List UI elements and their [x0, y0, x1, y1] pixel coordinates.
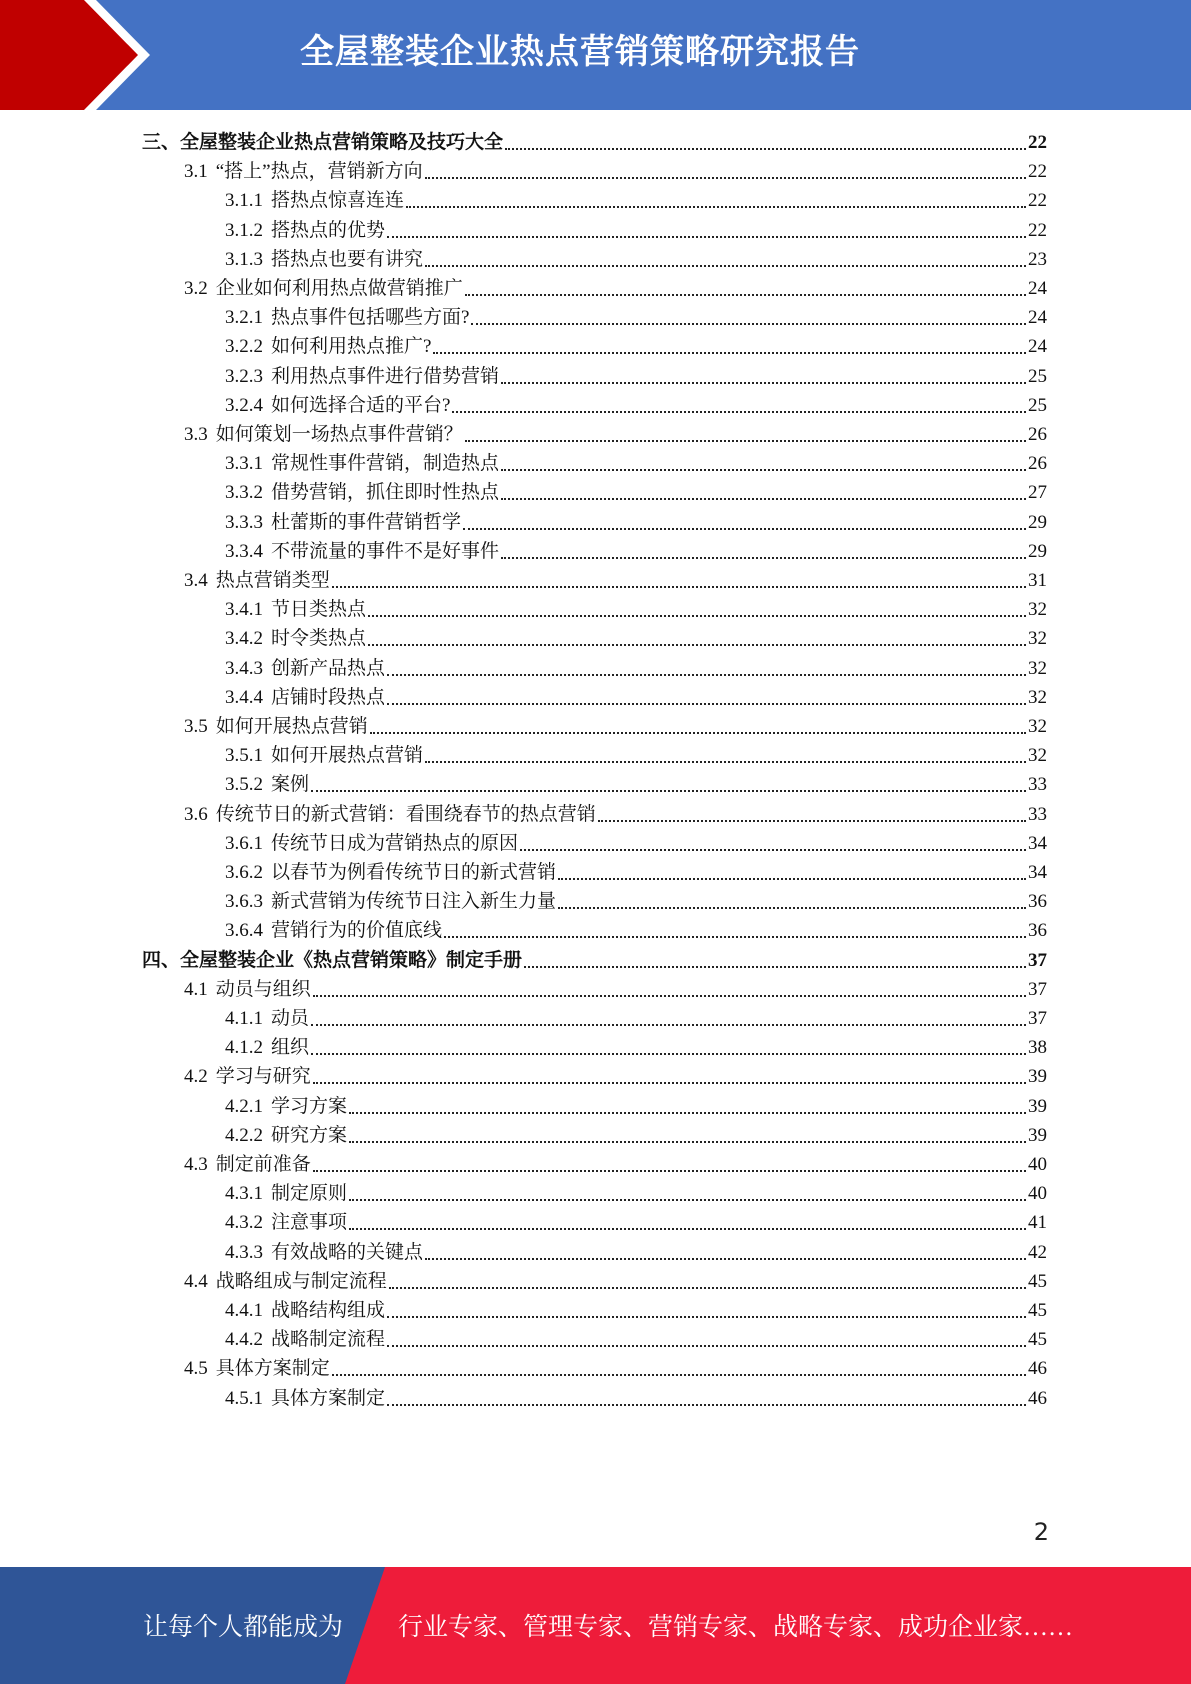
- toc-dot-leader: [425, 761, 1026, 763]
- toc-entry-label: [225, 682, 385, 713]
- toc-entry-label: [225, 477, 499, 508]
- toc-dot-leader: [387, 1404, 1026, 1406]
- toc-entry-page: 40: [1028, 1183, 1047, 1205]
- toc-entry[interactable]: [184, 1353, 1047, 1384]
- toc-dot-leader: [465, 294, 1026, 296]
- toc-entry-number: 3.4: [184, 570, 208, 591]
- toc-entry-label: [225, 769, 309, 800]
- toc-entry-label: [225, 1003, 309, 1034]
- toc-entry-page: 33: [1028, 774, 1047, 796]
- toc-dot-leader: [501, 382, 1026, 384]
- toc-entry-page: 36: [1028, 891, 1047, 913]
- toc-entry-number: 4.1.2: [225, 1037, 263, 1059]
- toc-entry-number: 4.1: [184, 978, 208, 1000]
- toc-entry-title: 具体方案制定: [215, 1358, 330, 1380]
- toc-dot-leader: [425, 1258, 1026, 1260]
- footer-slogan-left: 让每个人都能成为: [143, 1614, 344, 1641]
- toc-entry-title: 常规性事件营销，制造热点: [271, 453, 500, 475]
- toc-entry-page: 25: [1028, 394, 1047, 416]
- toc-dot-leader: [387, 703, 1026, 705]
- toc-entry-page: 45: [1028, 1300, 1047, 1321]
- toc-dot-leader: [349, 1141, 1026, 1143]
- toc-entry-page: 46: [1028, 1358, 1047, 1380]
- toc-entry-label: [225, 1120, 347, 1151]
- toc-entry-title: 制定前准备: [215, 1154, 311, 1175]
- toc-entry[interactable]: [184, 273, 1047, 304]
- toc-entry-page: 32: [1028, 686, 1047, 708]
- toc-entry-page: 45: [1028, 1329, 1047, 1351]
- toc-entry[interactable]: [225, 1120, 1047, 1151]
- toc-dot-leader: [463, 528, 1026, 530]
- toc-entry-label: [184, 156, 423, 187]
- toc-entry-page: 26: [1028, 453, 1047, 475]
- toc-entry-title: 制定原则: [271, 1183, 348, 1205]
- toc-entry-title: 学习方案: [271, 1095, 348, 1117]
- toc-entry-number: 3.6.4: [225, 920, 263, 942]
- toc-dot-leader: [501, 469, 1026, 471]
- toc-entry-title: 注意事项: [271, 1212, 348, 1234]
- toc-entry-title: 研究方案: [271, 1124, 348, 1146]
- toc-entry[interactable]: [184, 711, 1047, 742]
- toc-entry-title: 如何利用热点推广?: [271, 336, 432, 358]
- toc-entry-number: 4.3.2: [225, 1212, 263, 1234]
- toc-entry-number: 4.5.1: [225, 1387, 263, 1409]
- toc-entry[interactable]: [225, 1383, 1047, 1414]
- toc-entry-title: 店铺时段热点: [271, 686, 386, 708]
- toc-entry-title: 搭热点的优势: [271, 219, 386, 241]
- toc-entry-number: 4.2: [184, 1066, 208, 1088]
- toc-entry-number: 3.6.3: [225, 891, 263, 913]
- toc-entry-label: [225, 244, 423, 275]
- toc-entry-title: 三、全屋整装企业热点营销策略及技巧大全: [142, 132, 504, 153]
- toc-entry-title: 企业如何利用热点做营销推广: [215, 278, 463, 299]
- toc-dot-leader: [406, 206, 1026, 208]
- toc-entry-page: 24: [1028, 307, 1047, 329]
- toc-entry[interactable]: [225, 1178, 1047, 1209]
- toc-entry-label: [184, 565, 330, 596]
- toc-entry-page: 39: [1028, 1124, 1047, 1146]
- toc-dot-leader: [387, 1345, 1026, 1347]
- toc-entry[interactable]: [225, 1003, 1047, 1034]
- toc-entry-title: 杜蕾斯的事件营销哲学: [271, 511, 462, 533]
- toc-entry-title: 借势营销，抓住即时性热点: [271, 482, 500, 504]
- toc-entry-page: 39: [1028, 1066, 1047, 1088]
- toc-entry-label: [184, 1061, 311, 1092]
- toc-entry-page: 24: [1028, 336, 1047, 358]
- toc-entry-page: 37: [1028, 1008, 1047, 1029]
- toc-entry[interactable]: [225, 1207, 1047, 1238]
- toc-entry-page: 41: [1028, 1212, 1047, 1234]
- toc-entry-page: 45: [1028, 1270, 1047, 1292]
- toc-dot-leader: [387, 674, 1026, 676]
- toc-entry-page: 23: [1028, 248, 1047, 270]
- toc-entry-label: [225, 623, 366, 654]
- toc-entry-page: 22: [1028, 161, 1047, 183]
- toc-entry-title: 利用热点事件进行借势营销: [271, 365, 500, 387]
- toc-entry[interactable]: [225, 185, 1047, 216]
- toc-entry-title: 案例: [271, 774, 310, 796]
- toc-entry-label: [225, 536, 499, 567]
- page-footer: [0, 1567, 1191, 1684]
- toc-dot-leader: [368, 644, 1026, 646]
- toc-entry-number: 3.3.4: [225, 540, 263, 562]
- toc-entry-title: 如何选择合适的平台?: [271, 394, 451, 416]
- toc-entry[interactable]: [225, 682, 1047, 713]
- toc-entry-label: [225, 1032, 309, 1063]
- toc-entry-number: 3.5.1: [225, 745, 263, 767]
- toc-entry-page: 32: [1028, 628, 1047, 650]
- toc-entry-number: 3.2.2: [225, 336, 263, 358]
- toc-dot-leader: [433, 352, 1026, 354]
- page-header: [0, 0, 1191, 110]
- toc-entry-title: 以春节为例看传统节日的新式营销: [271, 862, 557, 883]
- toc-dot-leader: [425, 177, 1026, 179]
- toc-entry[interactable]: [225, 448, 1047, 479]
- toc-entry-title: 组织: [271, 1037, 310, 1059]
- toc-entry-number: 4.3: [184, 1154, 208, 1175]
- toc-entry-page: 22: [1028, 219, 1047, 241]
- toc-entry-label: [184, 1353, 330, 1384]
- toc-entry-label: [142, 127, 503, 158]
- toc-entry-label: [184, 1266, 387, 1297]
- toc-entry-page: 37: [1028, 978, 1047, 1000]
- toc-entry-label: [142, 945, 522, 976]
- report-title: 全屋整装企业热点营销策略研究报告: [300, 32, 860, 72]
- toc-entry-title: 营销行为的价值底线: [271, 920, 443, 942]
- toc-entry-number: 3.1: [184, 161, 208, 183]
- toc-entry-number: 4.4: [184, 1270, 208, 1292]
- toc-entry-title: 传统节日的新式营销：看围绕春节的热点营销: [215, 803, 596, 825]
- toc-entry-number: 4.2.1: [225, 1095, 263, 1117]
- toc-entry-title: 搭热点也要有讲究: [271, 248, 424, 270]
- toc-entry-label: [225, 886, 556, 917]
- toc-entry-label: [184, 974, 311, 1005]
- toc-dot-leader: [425, 265, 1026, 267]
- toc-entry[interactable]: [225, 828, 1047, 859]
- toc-entry-page: 38: [1028, 1037, 1047, 1059]
- toc-entry-label: [225, 828, 518, 859]
- toc-entry-title: 有效战略的关键点: [271, 1241, 424, 1263]
- toc-entry-number: 3.1.2: [225, 219, 263, 241]
- toc-entry-label: [225, 1237, 423, 1268]
- toc-dot-leader: [313, 1082, 1026, 1084]
- toc-dot-leader: [349, 1228, 1026, 1230]
- toc-entry-page: 40: [1028, 1154, 1047, 1175]
- toc-entry-number: 3.5: [184, 716, 208, 737]
- toc-entry[interactable]: [184, 565, 1047, 596]
- toc-entry[interactable]: [225, 623, 1047, 654]
- toc-dot-leader: [313, 1170, 1026, 1172]
- toc-entry[interactable]: [142, 945, 1047, 976]
- toc-entry[interactable]: [225, 886, 1047, 917]
- toc-entry-page: 24: [1028, 278, 1047, 299]
- toc-entry[interactable]: [225, 769, 1047, 800]
- toc-entry[interactable]: [225, 477, 1047, 508]
- toc-entry[interactable]: [184, 1061, 1047, 1092]
- toc-dot-leader: [311, 790, 1026, 792]
- toc-entry[interactable]: [184, 419, 1047, 450]
- chevron-red-shape: [0, 0, 150, 110]
- toc-entry[interactable]: [184, 1266, 1047, 1297]
- toc-entry-number: 3.4.3: [225, 657, 263, 679]
- toc-entry[interactable]: [142, 127, 1047, 158]
- toc-entry-title: 动员: [271, 1008, 310, 1029]
- toc-entry-title: 动员与组织: [215, 978, 311, 1000]
- toc-entry-label: [225, 390, 450, 421]
- toc-dot-leader: [349, 1199, 1026, 1201]
- toc-entry-number: 3.6: [184, 803, 208, 825]
- toc-entry[interactable]: [225, 302, 1047, 333]
- toc-entry-number: 3.2.3: [225, 365, 263, 387]
- toc-entry-page: 22: [1028, 190, 1047, 212]
- toc-entry-label: [225, 361, 499, 392]
- toc-entry-number: 3.2.4: [225, 394, 263, 416]
- toc-dot-leader: [370, 732, 1026, 734]
- toc-entry[interactable]: [225, 536, 1047, 567]
- toc-entry[interactable]: [225, 331, 1047, 362]
- toc-entry-label: [184, 1149, 311, 1180]
- toc-entry-number: 4.2.2: [225, 1124, 263, 1146]
- toc-entry-page: 37: [1028, 949, 1047, 971]
- toc-entry-label: [225, 185, 404, 216]
- toc-entry-number: 3.4.2: [225, 628, 263, 650]
- toc-entry-number: 3.4.4: [225, 686, 263, 708]
- toc-entry-number: 3.3.1: [225, 453, 263, 475]
- toc-entry-label: [225, 915, 442, 946]
- toc-dot-leader: [501, 557, 1026, 559]
- toc-dot-leader: [558, 907, 1026, 909]
- toc-entry-label: [225, 1178, 347, 1209]
- toc-entry-page: 32: [1028, 745, 1047, 767]
- toc-dot-leader: [332, 586, 1026, 588]
- toc-entry-label: [225, 215, 385, 246]
- toc-dot-leader: [558, 878, 1026, 880]
- toc-entry-title: 热点营销类型: [215, 570, 330, 591]
- toc-dot-leader: [505, 148, 1026, 150]
- toc-entry-label: [225, 507, 461, 538]
- toc-entry-number: 3.5.2: [225, 774, 263, 796]
- toc-entry[interactable]: [225, 244, 1047, 275]
- toc-dot-leader: [332, 1374, 1026, 1376]
- toc-entry-label: [225, 1091, 347, 1122]
- toc-entry[interactable]: [225, 653, 1047, 684]
- toc-entry-number: 3.6.1: [225, 832, 263, 854]
- toc-entry[interactable]: [225, 740, 1047, 771]
- toc-entry-label: [225, 302, 469, 333]
- toc-entry[interactable]: [225, 1237, 1047, 1268]
- toc-entry-label: [225, 331, 431, 362]
- toc-entry-title: 节日类热点: [271, 599, 367, 621]
- toc-dot-leader: [349, 1112, 1026, 1114]
- toc-dot-leader: [313, 995, 1026, 997]
- toc-entry-number: 4.4.1: [225, 1300, 263, 1321]
- toc-dot-leader: [387, 236, 1026, 238]
- toc-entry[interactable]: [225, 857, 1047, 888]
- toc-entry-title: “搭上”热点，营销新方向: [215, 161, 423, 183]
- toc-entry[interactable]: [184, 156, 1047, 187]
- toc-entry-page: 22: [1028, 132, 1047, 153]
- toc-entry-number: 3.6.2: [225, 862, 263, 883]
- toc-entry[interactable]: [225, 594, 1047, 625]
- toc-entry-label: [225, 1295, 385, 1326]
- toc-dot-leader: [471, 323, 1026, 325]
- toc-entry-page: 33: [1028, 803, 1047, 825]
- toc-entry-title: 创新产品热点: [271, 657, 386, 679]
- page-number: 2: [1033, 1518, 1049, 1546]
- toc-dot-leader: [452, 411, 1026, 413]
- toc-entry[interactable]: [225, 1091, 1047, 1122]
- toc-entry-page: 34: [1028, 862, 1047, 883]
- toc-dot-leader: [598, 820, 1026, 822]
- toc-entry-title: 学习与研究: [215, 1066, 311, 1088]
- toc-entry-number: 3.1.3: [225, 248, 263, 270]
- toc-entry-title: 搭热点惊喜连连: [271, 190, 405, 212]
- toc-entry-title: 战略结构组成: [271, 1300, 386, 1321]
- toc-entry-number: 4.3.3: [225, 1241, 263, 1263]
- toc-entry-number: 3.3.3: [225, 511, 263, 533]
- toc-dot-leader: [368, 615, 1026, 617]
- toc-entry-number: 3.3.2: [225, 482, 263, 504]
- toc-entry-page: 32: [1028, 657, 1047, 679]
- toc-entry-label: [225, 857, 556, 888]
- toc-entry-page: 32: [1028, 599, 1047, 621]
- toc-entry-title: 不带流量的事件不是好事件: [271, 540, 500, 562]
- toc-dot-leader: [465, 440, 1026, 442]
- toc-dot-leader: [387, 1316, 1026, 1318]
- toc-dot-leader: [311, 1053, 1026, 1055]
- toc-entry-title: 战略制定流程: [271, 1329, 386, 1351]
- toc-entry-page: 32: [1028, 716, 1047, 737]
- toc-entry-number: 4.5: [184, 1358, 208, 1380]
- toc-entry-label: [225, 1324, 385, 1355]
- toc-entry-page: 46: [1028, 1387, 1047, 1409]
- toc-entry[interactable]: [225, 1032, 1047, 1063]
- toc-entry-page: 34: [1028, 832, 1047, 854]
- toc-entry[interactable]: [184, 1149, 1047, 1180]
- toc-dot-leader: [520, 849, 1026, 851]
- toc-entry-number: 3.1.1: [225, 190, 263, 212]
- toc-dot-leader: [444, 936, 1026, 938]
- toc-entry-number: 3.3: [184, 424, 208, 445]
- toc-entry-page: 26: [1028, 424, 1047, 445]
- toc-entry-title: 如何策划一场热点事件营销？: [215, 424, 463, 445]
- toc-entry-page: 29: [1028, 511, 1047, 533]
- toc-entry[interactable]: [225, 1324, 1047, 1355]
- toc-entry-title: 战略组成与制定流程: [215, 1270, 387, 1292]
- toc-entry-page: 27: [1028, 482, 1047, 504]
- toc-entry[interactable]: [225, 361, 1047, 392]
- toc-entry-number: 4.1.1: [225, 1008, 263, 1029]
- toc-entry-label: [225, 653, 385, 684]
- toc-entry-page: 36: [1028, 920, 1047, 942]
- toc-entry-page: 39: [1028, 1095, 1047, 1117]
- toc-dot-leader: [389, 1287, 1026, 1289]
- toc-entry-title: 时令类热点: [271, 628, 367, 650]
- toc-entry-page: 29: [1028, 540, 1047, 562]
- toc-entry-title: 如何开展热点营销: [271, 745, 424, 767]
- toc-entry[interactable]: [225, 915, 1047, 946]
- toc-entry[interactable]: [225, 1295, 1047, 1326]
- toc-entry-number: 3.4.1: [225, 599, 263, 621]
- toc-entry-label: [184, 711, 368, 742]
- toc-entry-page: 42: [1028, 1241, 1047, 1263]
- toc-dot-leader: [501, 498, 1026, 500]
- toc-entry-label: [184, 419, 463, 450]
- toc-dot-leader: [524, 966, 1026, 968]
- toc-entry[interactable]: [225, 215, 1047, 246]
- footer-slogan-right: 行业专家、管理专家、营销专家、战略专家、成功企业家……: [398, 1614, 1074, 1641]
- toc-entry-number: 3.2.1: [225, 307, 263, 329]
- toc-entry[interactable]: [184, 974, 1047, 1005]
- toc-entry-number: 3.2: [184, 278, 208, 299]
- toc-entry-label: [225, 1207, 347, 1238]
- toc-entry[interactable]: [225, 507, 1047, 538]
- toc-entry-label: [225, 740, 423, 771]
- toc-dot-leader: [311, 1024, 1026, 1026]
- toc-entry-label: [225, 594, 366, 625]
- toc-entry-title: 如何开展热点营销: [215, 716, 368, 737]
- toc-entry-title: 传统节日成为营销热点的原因: [271, 832, 519, 854]
- toc-entry-title: 四、全屋整装企业《热点营销策略》制定手册: [142, 949, 523, 971]
- toc-entry-label: [225, 1383, 385, 1414]
- toc-entry-label: [225, 448, 499, 479]
- toc-entry-page: 25: [1028, 365, 1047, 387]
- toc-entry-title: 具体方案制定: [271, 1387, 386, 1409]
- toc-entry-title: 热点事件包括哪些方面?: [271, 307, 470, 329]
- toc-entry[interactable]: [225, 390, 1047, 421]
- toc-entry-label: [184, 799, 596, 830]
- toc-entry-label: [184, 273, 463, 304]
- toc-entry-number: 4.4.2: [225, 1329, 263, 1351]
- toc-entry[interactable]: [184, 799, 1047, 830]
- toc-entry-number: 4.3.1: [225, 1183, 263, 1205]
- toc-entry-page: 31: [1028, 570, 1047, 591]
- toc-entry-title: 新式营销为传统节日注入新生力量: [271, 891, 557, 913]
